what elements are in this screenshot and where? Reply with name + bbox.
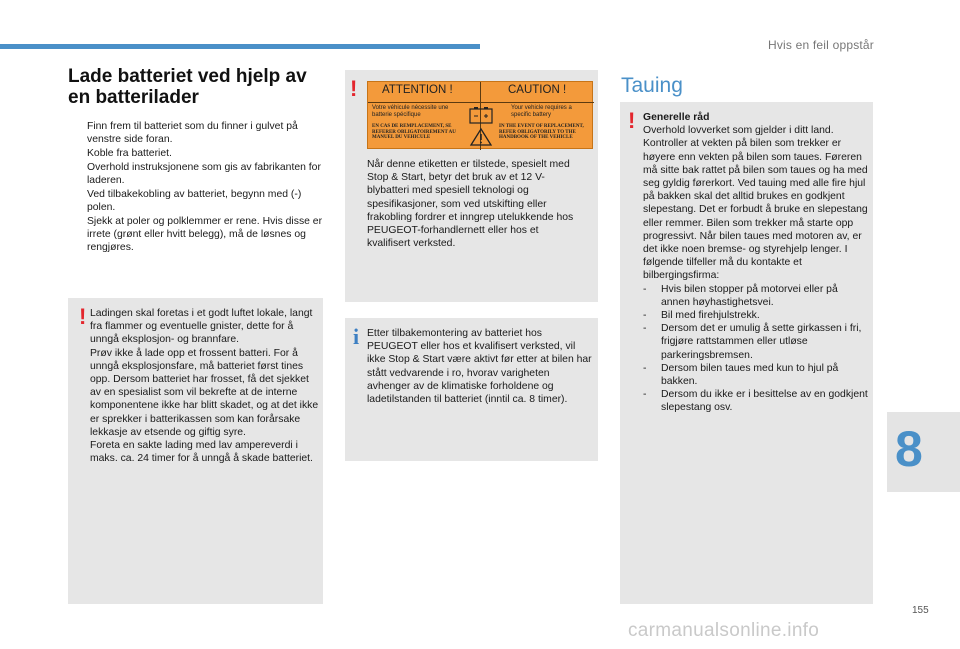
watermark: carmanualsonline.info (628, 620, 820, 641)
towing-advice-text (643, 111, 869, 415)
towing-title: Tauing (621, 74, 683, 97)
dash-icon: - (643, 389, 647, 401)
label-caution: CAUTION ! (508, 84, 567, 96)
list-item: - Hvis bilen stopper på motorvei eller på annen høyhastighetsvei. (643, 283, 838, 308)
list-item: - Bil med firehjulstrekk. (643, 310, 760, 322)
warning-icon: ! (350, 76, 358, 101)
charging-warning-text: Ladingen skal foretas i et godt luftet lokale, langt fra flammer og eventuelle gnister, dette for å unngå eksplosjon- og brannfare. Prøv ikke å lade opp et frossent batteri. For å unngå eksplosjonsfare, må batteriet først tines opp. Dersom batteriet har frosset, få det sjekket av en spesialist som vil bekrefte at de interne komponentene ikke har blitt skadet, og at det ikke er sprekker i batterikassen som kan forårsake lekkasje av etsende og giftig syre. Foreta en sakte lading med lav ampereverdi i maks. ca. 24 timer for å unngå å skade batteriet. (90, 308, 319, 465)
list-item: Koble fra batteriet. (87, 148, 172, 159)
dash-icon: - (643, 310, 647, 322)
page-title: Lade batteriet ved hjelp av en batterilader (68, 66, 307, 108)
label-fr-text: Votre véhicule nécessite une batterie spécifique (372, 105, 449, 118)
label-header-line (368, 102, 594, 103)
list-item: Sjekk at poler og polklemmer er rene. Hvis disse er irrete (grønt eller hvitt belegg), må de løsnes og rengjøres. (87, 216, 323, 253)
label-en-bold: IN THE EVENT OF REPLACEMENT, REFER OBLIGATORILY TO THE HANDBOOK OF THE VEHICLE (499, 124, 584, 141)
list-item: Finn frem til batteriet som du finner i gulvet på venstre side foran. (87, 121, 298, 145)
list-item: - Dersom du ikke er i besittelse av en godkjent slepestang osv. (643, 389, 868, 414)
dash-icon: - (643, 323, 647, 335)
dash-icon: - (643, 283, 647, 295)
header-accent-bar (0, 44, 480, 49)
warning-icon: ! (628, 108, 636, 133)
section-title: Hvis en feil oppstår (767, 38, 874, 52)
towing-advice-paragraph: Overhold lovverket som gjelder i ditt land. Kontroller at vekten på bilen som trekker er høyere enn vekten på bilen som taues. Føreren må sitte bak rattet på bilen som taues og ha med seg gyldig førerkort. Ved tauing med alle fire hjul på bakken skal det alltid brukes en godkjent slepestang. Det er forbudt å bruke en slepestang eller remmer. Bilen som trekker må starte opp progressivt. Når bilen taues med motoren av, er det ikke noen bremse- og styrehjelp lenger. I følgende tilfeller må du kontakte et bilbergingsfirma: (643, 125, 868, 282)
label-fr-bold: EN CAS DE REMPLACEMENT, SE REFERER OBLIGATOIREMENT AU MANUEL DU VEHICULE (372, 124, 456, 141)
left-column (68, 66, 324, 255)
warning-icon: ! (79, 304, 87, 329)
battery-label-text: Når denne etiketten er tilstede, spesielt med Stop & Start, betyr det bruk av et 12 V-blybatteri med spesiell teknologi og spesifikasjoner, som ved utskifting eller frakobling fordrer et inngrep utelukkende hos PEUGEOT-forhandlernett eller hos et kvalifisert verksted. (367, 159, 574, 250)
label-en-text: Your vehicle requires a specific battery (511, 105, 572, 118)
label-attention: ATTENTION ! (382, 84, 453, 96)
dash-icon: - (643, 362, 647, 374)
towing-advice-heading: Generelle råd (643, 112, 710, 123)
list-item: Overhold instruksjonene som gis av fabrikanten for laderen. (87, 162, 321, 186)
info-icon: i (353, 324, 360, 349)
list-item: Ved tilbakekobling av batteriet, begynn med (-) polen. (87, 189, 302, 213)
battery-icon (467, 105, 495, 149)
chapter-number: 8 (895, 421, 923, 477)
list-item: - Dersom det er umulig å sette girkassen i fri, frigjøre rattstammen eller utløse parkeringsbremsen. (643, 323, 862, 361)
battery-warning-label (367, 81, 593, 149)
chapter-tab (887, 412, 960, 492)
page-number: 155 (912, 605, 929, 616)
list-item: - Dersom bilen taues med kun to hjul på bakken. (643, 362, 839, 388)
stop-start-info-text: Etter tilbakemontering av batteriet hos PEUGEOT eller hos et kvalifisert verksted, vil ikke Stop & Start være aktivt før etter at bilen har stått vedvarende i ro, hvorav varigheten avhenger av de klimatiske forholdene og ladetilstanden til batteriet (inntil ca. 8 timer). (367, 328, 592, 406)
charging-steps (68, 120, 324, 254)
